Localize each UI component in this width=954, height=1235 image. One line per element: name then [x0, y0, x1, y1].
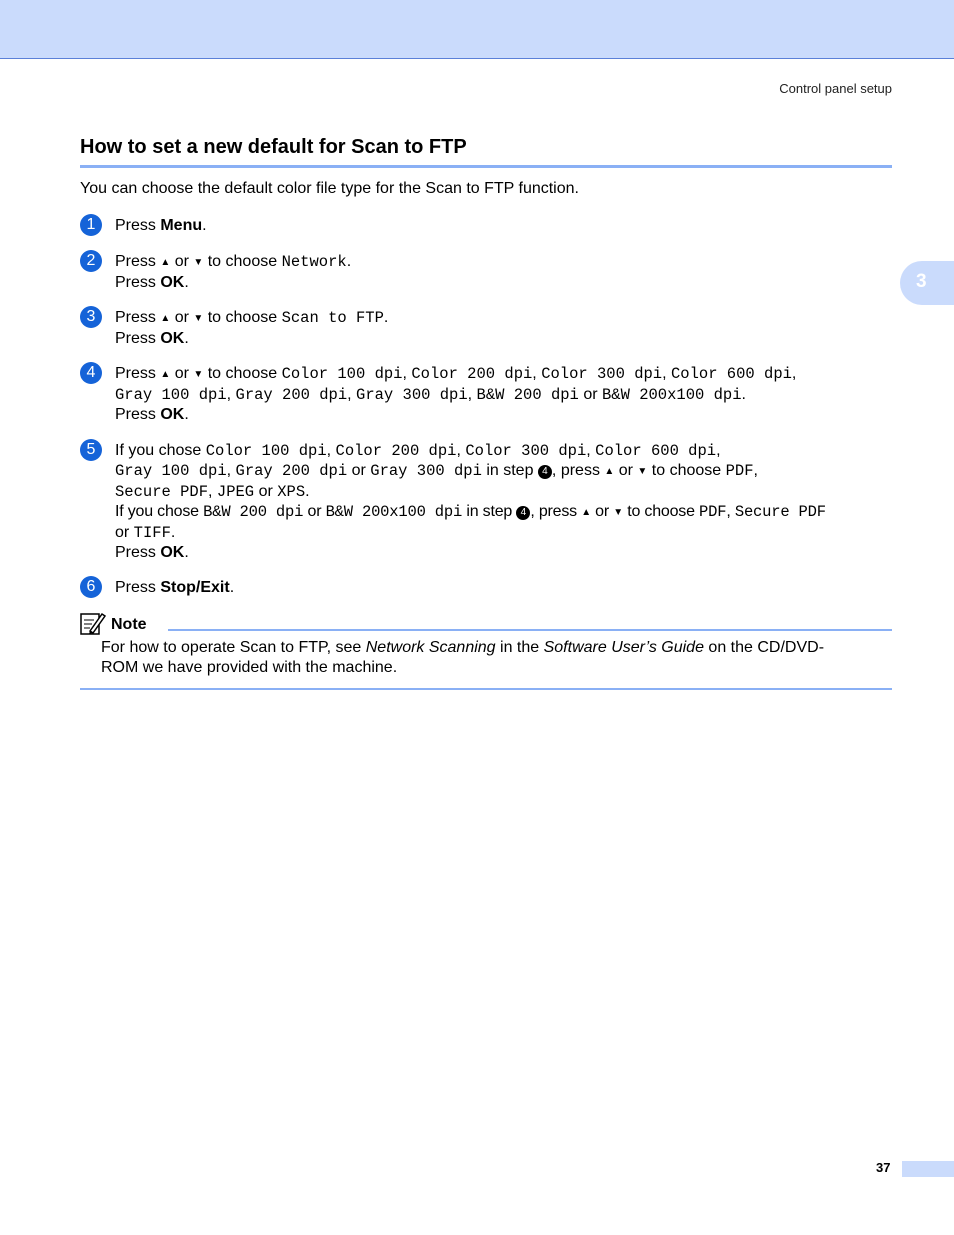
note-text: For how to operate Scan to FTP, see Network Scanning in the Software User’s Guide on the CD/DVD- ROM we have provided with the machine. — [101, 639, 825, 676]
step-number: 5 — [80, 439, 102, 461]
note-pencil-icon — [80, 611, 106, 635]
section-label: Control panel setup — [779, 81, 892, 96]
down-arrow-icon: ▼ — [637, 466, 648, 477]
step-number: 6 — [80, 576, 102, 598]
down-arrow-icon: ▼ — [613, 507, 623, 518]
option-value: Network — [281, 253, 347, 271]
step-ref-badge: 4 — [538, 465, 552, 479]
up-arrow-icon: ▲ — [604, 466, 615, 477]
page-tab — [902, 1161, 954, 1177]
page-number: 37 — [876, 1160, 891, 1175]
ok-key: OK — [160, 274, 185, 291]
step-ref-badge: 4 — [516, 506, 530, 520]
step-number: 1 — [80, 214, 102, 236]
up-arrow-icon: ▲ — [160, 369, 171, 380]
down-arrow-icon: ▼ — [193, 369, 204, 380]
note-ref-software-guide: Software User’s Guide — [543, 639, 704, 656]
step-number: 2 — [80, 250, 102, 272]
chapter-number: 3 — [916, 271, 927, 292]
step-number: 4 — [80, 362, 102, 384]
note-ref-network-scanning: Network Scanning — [365, 639, 496, 656]
menu-key: Menu — [160, 217, 203, 234]
chapter-tab — [900, 261, 954, 305]
up-arrow-icon: ▲ — [160, 313, 171, 324]
note-bottom-divider — [80, 688, 892, 690]
up-arrow-icon: ▲ — [581, 507, 591, 518]
header-bar — [0, 0, 954, 59]
note-header — [80, 611, 892, 637]
down-arrow-icon: ▼ — [193, 257, 204, 268]
step-number: 3 — [80, 306, 102, 328]
ok-key: OK — [160, 544, 185, 561]
intro-text: You can choose the default color file type for the Scan to FTP function. — [80, 180, 579, 197]
up-arrow-icon: ▲ — [160, 257, 171, 268]
stop-exit-key: Stop/Exit — [160, 579, 230, 596]
ok-key: OK — [160, 406, 185, 423]
note-title: Note — [111, 616, 147, 633]
section-title: How to set a new default for Scan to FTP — [80, 136, 892, 168]
ok-key: OK — [160, 330, 185, 347]
note-divider — [168, 629, 892, 631]
down-arrow-icon: ▼ — [193, 313, 204, 324]
option-value: Scan to FTP — [281, 309, 384, 327]
